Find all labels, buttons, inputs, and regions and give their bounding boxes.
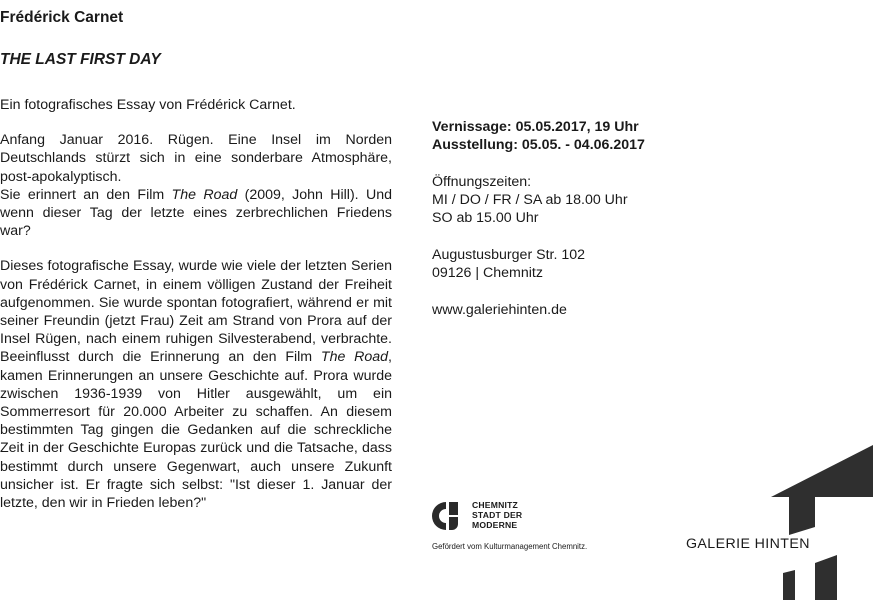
vernissage-date: Vernissage: 05.05.2017, 19 Uhr (432, 119, 639, 135)
exhibition-info (432, 118, 712, 338)
exhibition-period: Ausstellung: 05.05. - 04.06.2017 (432, 137, 645, 154)
film-title: The Road (171, 186, 238, 203)
artist-name: Frédérick Carnet (0, 9, 124, 26)
address-street: Augustusburger Str. 102 (432, 247, 586, 264)
essay-paragraph-1 (0, 131, 392, 240)
essay-p1-part-a: Anfang Januar 2016. Rügen. Eine Insel im Norden Deutschlands stürzt sich in eine sonderbare Atmosphäre, post-apokalyptisch. (0, 132, 392, 185)
chemnitz-logo (432, 500, 542, 536)
exhibition-dates (432, 118, 712, 154)
galerie-hinten-logo-icon (765, 445, 873, 600)
gallery-website[interactable]: www.galeriehinten.de (432, 301, 567, 318)
film-title: The Road (320, 349, 389, 366)
essay-p1-part-b-pre: Sie erinnert an den Film (0, 186, 172, 203)
funding-note: Gefördert vom Kulturmanagement Chemnitz. (432, 542, 588, 551)
essay-p1-part-b-post: (2009, John Hill). Und wenn dieser Tag der letzte eines zerbrechlichen Friedens war? (0, 186, 392, 240)
essay-p2-post: , kamen Erinnerungen an unsere Geschichte auf. Prora wurde zwischen 1936-1939 von Hitler ausgewählt, um ein Sommerresort für 20.000 Arbeiter zu schaffen. An diesem bestimmten Tag gingen die Gedanken auf die schreckliche Zeit in der Geschichte Europas zurück und die Tatsache, dass bestimmt durch unsere Gegenwart, auch unsere Zukunft unsicher ist. Er fragte sich selbst: "Ist dieser 1. Januar der letzte, den wir in Frieden leben?" (0, 349, 392, 512)
opening-hours (432, 173, 712, 228)
essay-paragraph-2 (0, 257, 392, 512)
address-city: 09126 | Chemnitz (432, 265, 543, 282)
essay-intro: Ein fotografisches Essay von Frédérick Carnet. (0, 97, 296, 113)
essay-text (0, 96, 392, 529)
opening-hours-label: Öffnungszeiten: (432, 173, 532, 190)
exhibition-title: THE LAST FIRST DAY (0, 51, 161, 68)
chemnitz-logo-text: CHEMNITZ STADT DER MODERNE (472, 500, 523, 530)
gallery-name: GALERIE HINTEN (686, 536, 810, 552)
chemnitz-logo-mark-icon (432, 500, 466, 532)
opening-hours-sunday: SO ab 15.00 Uhr (432, 210, 539, 227)
opening-hours-weekdays: MI / DO / FR / SA ab 18.00 Uhr (432, 192, 628, 209)
gallery-address (432, 246, 712, 282)
essay-p2-pre: Dieses fotografische Essay, wurde wie viele der letzten Serien von Frédérick Carnet, in einem völligen Zustand der Freiheit aufgenommen. Sie wurde spontan fotografiert, während er mit seiner Freundin (jetzt Frau) Zeit am Strand von Prora auf der Insel Rügen, nach einem ruhigen Silvesterabend, verbrachte. Beeinflusst durch die Erinnerung an den Film (0, 258, 392, 366)
